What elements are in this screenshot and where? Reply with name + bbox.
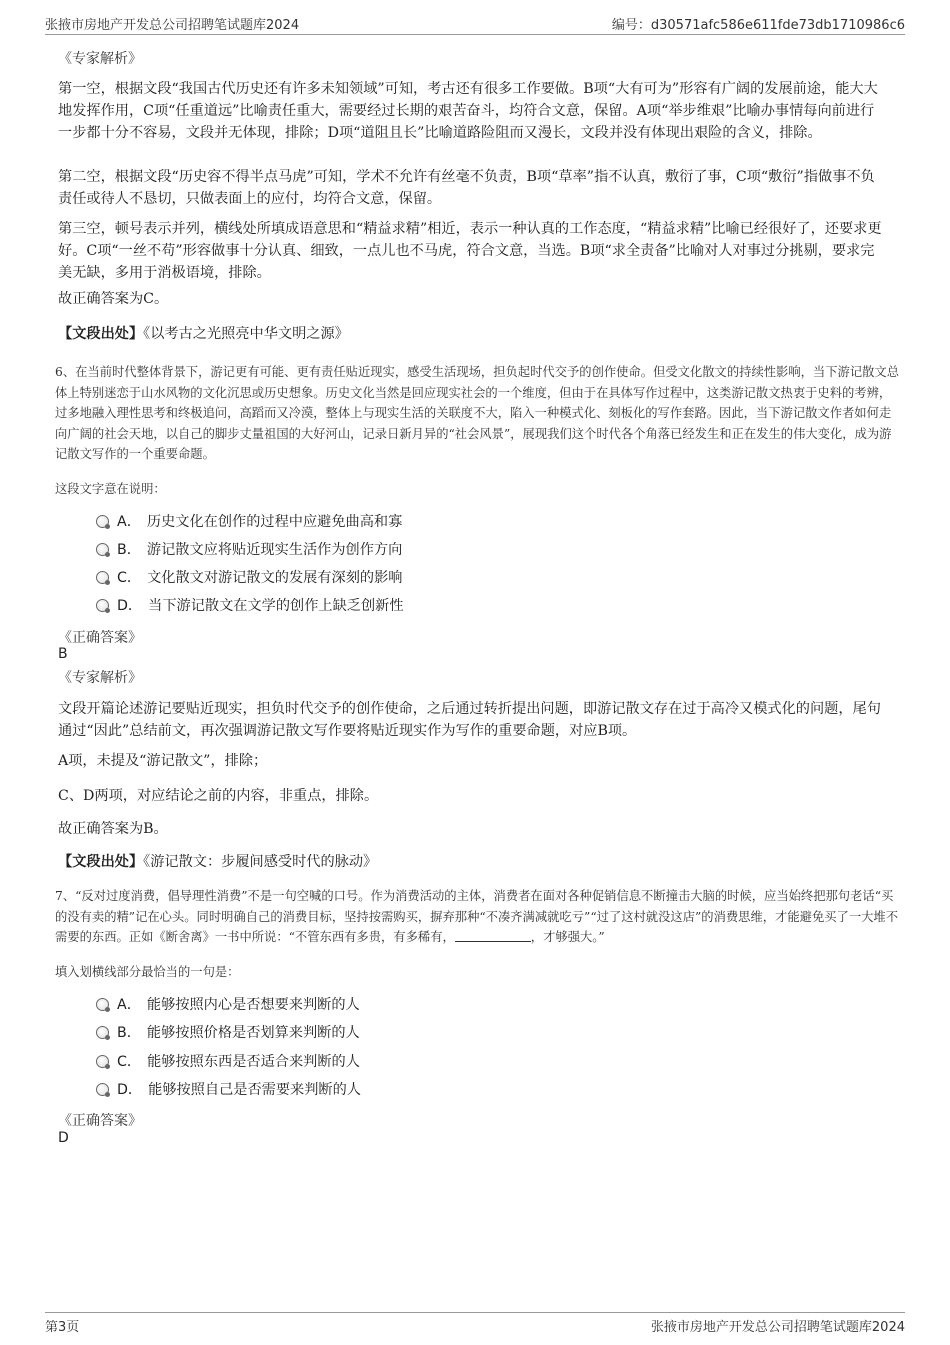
option-d[interactable] <box>96 596 404 616</box>
option-text: 能够按照东西是否适合来判断的人 <box>147 1054 360 1070</box>
analysis-paragraph <box>58 698 888 742</box>
analysis-paragraph <box>58 78 888 144</box>
option-a[interactable] <box>96 995 360 1015</box>
analysis-text: 第一空，根据文段“我国古代历史还有许多未知领域”可知，考古还有很多工作要做。B项“大有可为”形容有广阔的发展前途，能大大地发挥作用，C项“任重道远”比喻责任重大，需要经过长期的艰苦奋斗，均符合文意，保留。A项“举步维艰”比喻办事情每向前进行一步都十分不容易，文段并无体现，排除；D项“道阻且长”比喻道路险阻而又漫长，文段并没有体现出艰险的含义，排除。 <box>58 81 878 141</box>
analysis-text: C、D两项，对应结论之前的内容，非重点，排除。 <box>58 788 379 804</box>
radio-icon[interactable] <box>96 599 109 612</box>
question-6-text: 6、在当前时代整体背景下，游记更有可能、更有责任贴近现实，感受生活现场，担负起时代交予的创作使命。但受文化散文的持续性影响，当下游记散文总体上特别迷恋于山水风物的文化沉思或历史想象。历史文化当然是回应现实社会的一个维度，但由于在具体写作过程中，这类游记散文热衷于史料的考辨，过多地融入理性思考和终极追问，高蹈而又冷漠，整体上与现实生活的关联度不大，陷入一种模式化、刻板化的写作套路。因此，当下游记散文作者如何走向广阔的社会天地，以自己的脚步丈量祖国的大好河山，记录日新月异的“社会风景”，展现我们这个时代各个角落已经发生和正在发生的伟大变化，成为游记散文写作的一个重要命题。 <box>55 365 900 461</box>
analysis-paragraph <box>58 288 888 310</box>
option-a[interactable] <box>96 512 402 532</box>
radio-icon[interactable] <box>96 543 109 556</box>
question-7-text-after: ，才够强大。” <box>530 930 605 944</box>
analysis-paragraph <box>58 818 888 840</box>
footer-title: 张掖市房地产开发总公司招聘笔试题库2024 <box>650 1320 905 1335</box>
option-text: 当下游记散文在文学的创作上缺乏创新性 <box>148 598 404 614</box>
source-title: 《游记散文：步履间感受时代的脉动》 <box>143 854 378 870</box>
page-header <box>45 14 905 35</box>
radio-icon[interactable] <box>96 998 109 1011</box>
option-letter: C． <box>117 570 142 586</box>
option-c[interactable] <box>96 568 403 588</box>
analysis-label: 《专家解析》 <box>58 51 142 67</box>
analysis-paragraph <box>58 166 888 210</box>
option-letter: B． <box>117 542 141 558</box>
option-text: 历史文化在创作的过程中应避免曲高和寡 <box>146 514 403 530</box>
radio-icon[interactable] <box>96 1026 109 1039</box>
analysis-text: 文段开篇论述游记要贴近现实，担负时代交予的创作使命，之后通过转折提出问题，即游记散文存在过于高冷又模式化的问题，尾句通过“因此”总结前文，再次强调游记散文写作要将贴近现实作为写作的重要命题，对应B项。 <box>58 701 881 739</box>
analysis-paragraph <box>58 785 888 807</box>
answer-value: D <box>58 1130 69 1146</box>
option-letter: D． <box>117 598 143 614</box>
option-letter: B． <box>117 1025 141 1041</box>
option-text: 游记散文应将贴近现实生活作为创作方向 <box>146 542 403 558</box>
answer-label: 《正确答案》 <box>58 630 142 646</box>
source-tag: 【文段出处】 <box>58 854 144 870</box>
answer-value: B <box>58 646 68 662</box>
analysis-text: 第二空，根据文段“历史容不得半点马虎”可知，学术不允许有丝毫不负责，B项“草率”指不认真，敷衍了事，C项“敷衍”指做事不负责任或待人不恳切，只做表面上的应付，均符合文意，保留。 <box>58 169 875 207</box>
radio-icon[interactable] <box>96 571 109 584</box>
fill-blank <box>455 929 531 942</box>
analysis-paragraph <box>58 218 888 284</box>
option-letter: A． <box>117 997 141 1013</box>
option-b[interactable] <box>96 540 402 560</box>
option-text: 能够按照价格是否划算来判断的人 <box>146 1025 360 1041</box>
source-title: 《以考古之光照亮中华文明之源》 <box>143 326 349 342</box>
option-b[interactable] <box>96 1023 360 1043</box>
option-letter: C． <box>117 1054 142 1070</box>
analysis-text: 故正确答案为B。 <box>58 821 168 837</box>
header-document-id: 编号：d30571afc586e611fde73db1710986c6 <box>611 18 905 33</box>
analysis-text: A项，未提及“游记散文”，排除； <box>58 753 268 769</box>
radio-icon[interactable] <box>96 1055 109 1068</box>
question-7-text <box>55 886 900 948</box>
analysis-text: 故正确答案为C。 <box>58 291 169 307</box>
radio-icon[interactable] <box>96 1083 109 1096</box>
option-text: 能够按照自己是否需要来判断的人 <box>148 1082 361 1098</box>
question-6-prompt: 这段文字意在说明： <box>55 482 166 496</box>
source-tag: 【文段出处】 <box>58 326 144 342</box>
page-footer <box>45 1312 905 1335</box>
header-title: 张掖市房地产开发总公司招聘笔试题库2024 <box>45 18 300 33</box>
option-letter: A． <box>117 514 141 530</box>
question-7-prompt: 填入划横线部分最恰当的一句是： <box>55 965 240 979</box>
analysis-label: 《专家解析》 <box>58 670 142 686</box>
radio-icon[interactable] <box>96 515 109 528</box>
analysis-paragraph <box>58 750 888 772</box>
source-line <box>58 851 888 873</box>
option-d[interactable] <box>96 1080 361 1100</box>
option-letter: D． <box>117 1082 143 1098</box>
option-text: 文化散文对游记散文的发展有深刻的影响 <box>147 570 403 586</box>
answer-label: 《正确答案》 <box>58 1113 142 1129</box>
page-number: 第3页 <box>45 1320 80 1335</box>
source-line <box>58 323 888 345</box>
question-7-text-before: 7、“反对过度消费，倡导理性消费”不是一句空喊的口号。作为消费活动的主体，消费者在面对各种促销信息不断撞击大脑的时候，应当始终把那句老话“买的没有卖的精”记在心头。同时明确自己的消费目标，坚持按需购买，摒弃那种“不凑齐满减就吃亏”“过了这村就没这店”的消费思维，才能避免买了一大堆不需要的东西。正如《断舍离》一书中所说：“不管东西有多贵，有多稀有， <box>55 889 899 944</box>
option-text: 能够按照内心是否想要来判断的人 <box>146 997 360 1013</box>
option-c[interactable] <box>96 1052 360 1072</box>
analysis-text: 第三空，顿号表示并列，横线处所填成语意思和“精益求精”相近，表示一种认真的工作态度，“精益求精”比喻已经很好了，还要求更好。C项“一丝不苟”形容做事十分认真、细致，一点儿也不马虎，符合文意，当选。B项“求全责备”比喻对人对事过分挑剔，要求完美无缺，多用于消极语境，排除。 <box>58 221 882 281</box>
